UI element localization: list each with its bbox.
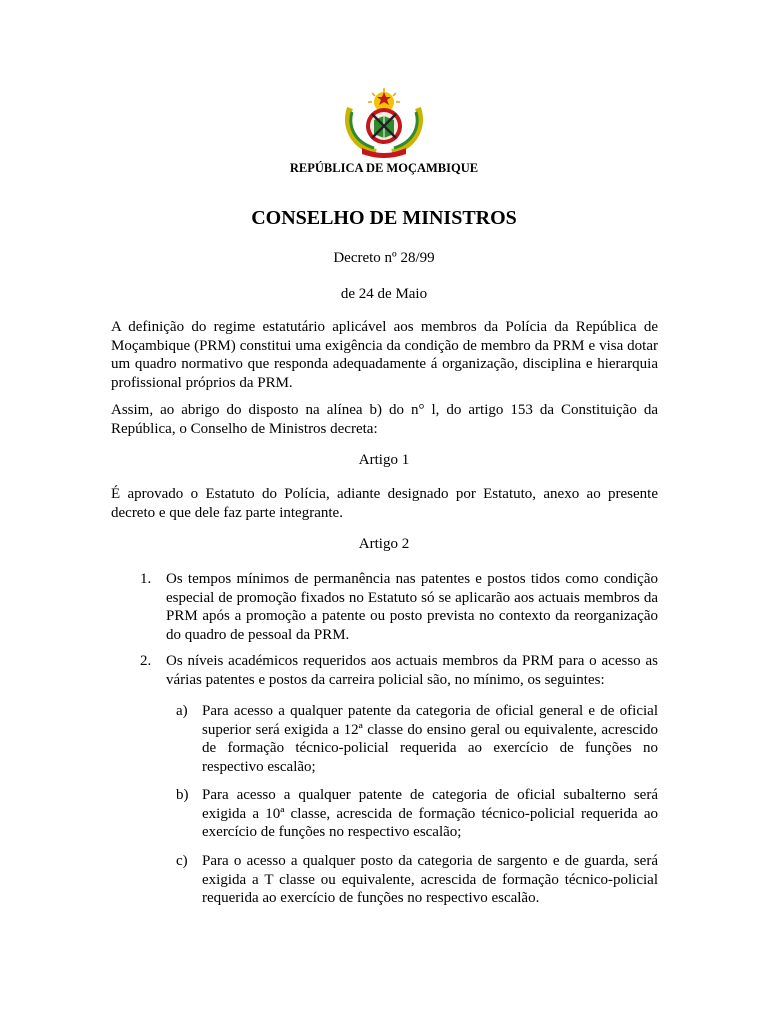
- intro-paragraph: A definição do regime estatutário aplicável aos membros da Polícia da República de Moçambique (PRM) constitui uma exigência da condição de membro da PRM e visa dotar um quadro normativo que responda adequadamente á organização, disciplina e hierarquia profissional próprios da PRM.: [111, 319, 658, 391]
- artigo-1-text: É aprovado o Estatuto do Polícia, adiante designado por Estatuto, anexo ao presente decreto e que dele faz parte integrante.: [111, 486, 658, 521]
- decree-date: de 24 de Maio: [340, 286, 428, 302]
- sub-item-text: Para o acesso a qualquer posto da categoria de sargento e de guarda, será exigida a T classe ou equivalente, acrescida de formação técnico-policial requerida ao exercício de funções no respectivo escalão.: [202, 853, 658, 907]
- republic-heading: REPÚBLICA DE MOÇAMBIQUE: [289, 161, 479, 175]
- sub-item-text: Para acesso a qualquer patente da categoria de oficial general e de oficial superior será exigida a 12ª classe do ensino geral ou equivalente, acrescido de formação técnico-policial requerida ao exercício de funções no respectivo escalão;: [202, 703, 658, 775]
- list-item-text: Os níveis académicos requeridos aos actuais membros da PRM para o acesso as várias patentes e postos da carreira policial são, no mínimo, os seguintes:: [166, 653, 658, 688]
- artigo-1-title: Artigo 1: [358, 452, 410, 468]
- council-heading: CONSELHO DE MINISTROS: [251, 207, 517, 229]
- sub-item-b: [176, 786, 658, 842]
- artigo-2-title: Artigo 2: [358, 536, 410, 552]
- decree-number: Decreto nº 28/99: [333, 250, 435, 266]
- sub-item-c: [176, 852, 658, 908]
- list-item-2: [140, 652, 658, 689]
- sub-item-marker: a): [176, 703, 188, 719]
- list-marker: 2.: [140, 653, 152, 669]
- list-item-text: Os tempos mínimos de permanência nas patentes e postos tidos como condição especial de promoção fixados no Estatuto só se aplicarão aos actuais membros da PRM após a promoção a patente ou posto prevista no contexto da reorganização do quadro de pessoal da PRM.: [166, 571, 658, 643]
- sub-item-marker: b): [176, 787, 189, 803]
- sub-item-marker: c): [176, 853, 188, 869]
- list-marker: 1.: [140, 571, 152, 587]
- sub-item-text: Para acesso a qualquer patente de categoria de oficial subalterno será exigida a 10ª classe, acrescida de formação técnico-policial requerida ao exercício de funções no respectivo escalão;: [202, 787, 658, 841]
- authority-paragraph: Assim, ao abrigo do disposto na alínea b) do n° l, do artigo 153 da Constituição da República, o Conselho de Ministros decreta:: [111, 402, 658, 437]
- sub-item-a: [176, 702, 658, 776]
- mozambique-coat-of-arms-icon: [340, 88, 428, 158]
- list-item-1: [140, 570, 658, 644]
